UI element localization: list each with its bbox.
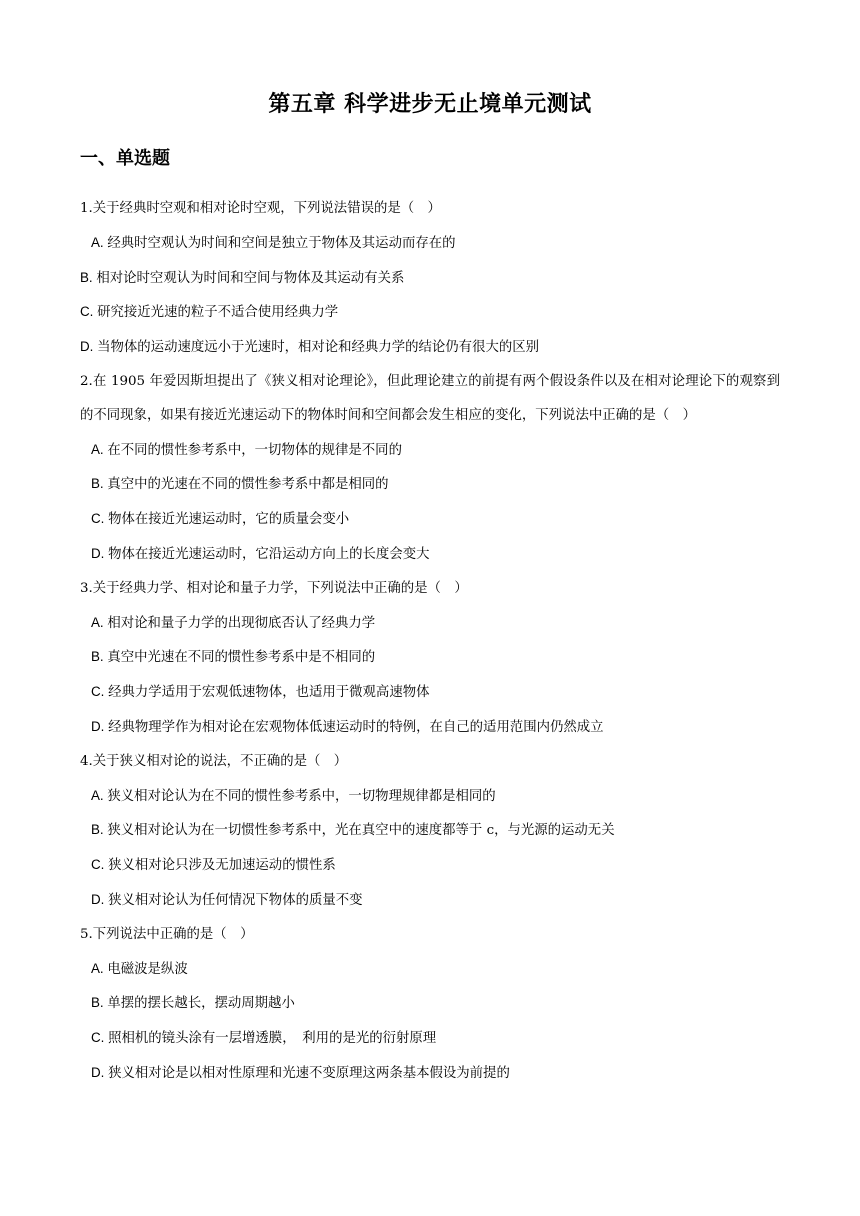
answer-option [80,330,780,365]
answer-option [80,261,780,296]
answer-option [80,502,780,537]
option-text: 狭义相对论是以相对性原理和光速不变原理这两条基本假设为前提的 [108,1065,510,1081]
option-letter: C. [91,684,109,700]
answer-option [80,1056,780,1091]
option-letter: C. [91,1030,109,1046]
option-text: 狭义相对论认为在一切惯性参考系中，光在真空中的速度都等于 c，与光源的运动无关 [107,823,615,839]
option-text: 相对论时空观认为时间和空间与物体及其运动有关系 [96,270,405,286]
option-letter: A. [91,787,108,803]
question-stem: 3.关于经典力学、相对论和量子力学，下列说法中正确的是（ ） [80,580,468,596]
option-letter: A. [91,960,108,976]
answer-option [80,1021,780,1056]
option-text: 真空中光速在不同的惯性参考系中是不相同的 [107,650,376,666]
option-text: 电磁波是纵波 [107,961,188,977]
option-text: 在不同的惯性参考系中，一切物体的规律是不同的 [107,442,402,458]
option-text: 物体在接近光速运动时，它的质量会变小 [108,512,350,528]
question-stem: 2.在 1905 年爱因斯坦提出了《狭义相对论理论》，但此理论建立的前提有两个假设条件以及在相对论理论下的观察到的不同现象，如果有接近光速运动下的物体时间和空间都会发生相应的变化，下列说法中正确的是（ ） [80,373,780,423]
option-text: 经典时空观认为时间和空间是独立于物体及其运动而存在的 [107,235,456,251]
answer-option [80,467,780,502]
option-text: 研究接近光速的粒子不适合使用经典力学 [97,305,339,321]
option-text: 狭义相对论认为在不同的惯性参考系中，一切物理规律都是相同的 [107,788,496,804]
question-block [80,918,780,1091]
answer-option [80,675,780,710]
question-block [80,192,780,365]
option-letter: B. [80,269,97,285]
option-letter: D. [91,545,109,561]
answer-option [80,710,780,745]
document-title: 第五章 科学进步无止境单元测试 [268,92,592,117]
option-letter: C. [91,857,109,873]
option-letter: B. [91,476,108,492]
answer-option [80,606,780,641]
option-letter: D. [91,891,109,907]
option-text: 单摆的摆长越长，摆动周期越小 [107,996,295,1012]
option-letter: D. [91,718,109,734]
question-stem: 4.关于狭义相对论的说法，不正确的是（ ） [80,753,348,769]
option-letter: B. [91,649,108,665]
option-text: 经典物理学作为相对论在宏观物体低速运动时的特例，在自己的适用范围内仍然成立 [108,719,604,735]
option-text: 狭义相对论只涉及无加速运动的惯性系 [108,858,336,874]
option-letter: A. [91,614,108,630]
option-letter: B. [91,822,108,838]
option-letter: A. [91,441,108,457]
question-stem: 1.关于经典时空观和相对论时空观，下列说法错误的是（ ） [80,201,441,216]
option-letter: C. [91,511,109,527]
option-letter: A. [91,234,108,250]
answer-option [80,779,780,814]
option-text: 经典力学适用于宏观低速物体，也适用于微观高速物体 [108,685,430,701]
question-block [80,745,780,918]
answer-option [80,640,780,675]
section-heading: 一、单选题 [80,148,170,169]
question-list [80,192,780,1091]
question-stem: 5.下列说法中正确的是（ ） [80,926,254,942]
answer-option [80,433,780,468]
option-text: 当物体的运动速度远小于光速时，相对论和经典力学的结论仍有很大的区别 [97,340,540,356]
answer-option [80,952,780,987]
answer-option [80,813,780,848]
option-text: 狭义相对论认为任何情况下物体的质量不变 [108,892,363,908]
answer-option [80,537,780,572]
option-text: 物体在接近光速运动时，它沿运动方向上的长度会变大 [108,546,430,562]
option-text: 照相机的镜头涂有一层增透膜， 利用的是光的衍射原理 [108,1031,437,1047]
question-block [80,365,780,572]
answer-option [80,848,780,883]
option-text: 真空中的光速在不同的惯性参考系中都是相同的 [107,477,389,493]
answer-option [80,226,780,261]
option-letter: D. [91,1064,109,1080]
option-letter: C. [80,304,98,320]
option-text: 相对论和量子力学的出现彻底否认了经典力学 [107,615,376,631]
question-block [80,572,780,745]
option-letter: D. [80,339,98,355]
answer-option [80,883,780,918]
option-letter: B. [91,995,108,1011]
answer-option [80,295,780,330]
answer-option [80,986,780,1021]
